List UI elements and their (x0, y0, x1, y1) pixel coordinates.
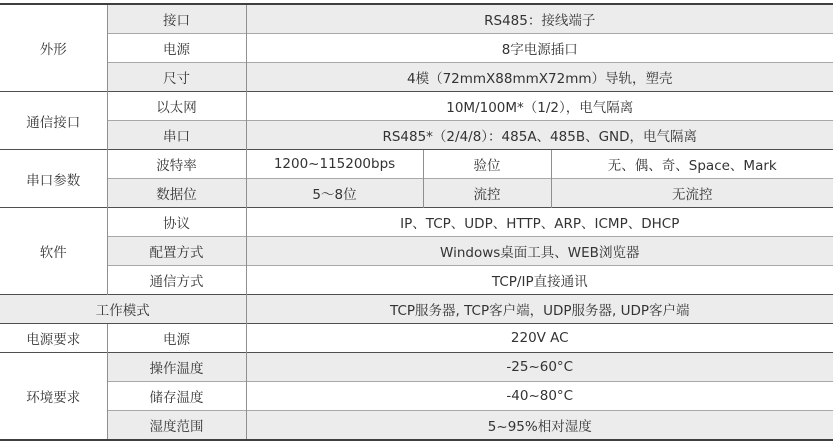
item-cell: 接口 (107, 4, 246, 34)
table-row (0, 237, 833, 266)
category-cell: 通信接口 (0, 92, 107, 150)
category-cell: 外形 (0, 4, 107, 92)
value-cell: Windows桌面工具、WEB浏览器 (246, 237, 833, 266)
spec-table (0, 3, 833, 441)
category-cell: 软件 (0, 208, 107, 295)
value-cell: TCP/IP直接通讯 (246, 266, 833, 295)
value-cell: 5~95%相对湿度 (246, 411, 833, 441)
item-cell: 操作温度 (107, 353, 246, 382)
table-row (0, 179, 833, 208)
category-cell: 串口参数 (0, 150, 107, 208)
value-cell: 4模（72mmX88mmX72mm）导轨，塑壳 (246, 63, 833, 92)
category-cell: 环境要求 (0, 353, 107, 441)
value-cell: -40~80°C (246, 382, 833, 411)
value-cell: 10M/100M*（1/2），电气隔离 (246, 92, 833, 121)
item-cell: 通信方式 (107, 266, 246, 295)
item-cell: 湿度范围 (107, 411, 246, 441)
table-row (0, 63, 833, 92)
table-row (0, 324, 833, 353)
item-cell: 配置方式 (107, 237, 246, 266)
value-cell: 8字电源插口 (246, 34, 833, 63)
sub-item-cell: 验位 (423, 150, 551, 179)
table-row (0, 150, 833, 179)
item-cell: 串口 (107, 121, 246, 150)
table-row (0, 92, 833, 121)
value-cell: IP、TCP、UDP、HTTP、ARP、ICMP、DHCP (246, 208, 833, 237)
table-row (0, 353, 833, 382)
value-cell: TCP服务器, TCP客户端，UDP服务器, UDP客户端 (246, 295, 833, 324)
item-cell: 电源 (107, 34, 246, 63)
table-row (0, 382, 833, 411)
value-cell: RS485：接线端子 (246, 4, 833, 34)
table-row (0, 295, 833, 324)
item-cell: 电源 (107, 324, 246, 353)
value-cell: -25~60°C (246, 353, 833, 382)
table-row (0, 121, 833, 150)
item-cell: 协议 (107, 208, 246, 237)
value-cell: 220V AC (246, 324, 833, 353)
category-cell: 电源要求 (0, 324, 107, 353)
table-row (0, 266, 833, 295)
table-row (0, 411, 833, 441)
item-cell: 波特率 (107, 150, 246, 179)
item-cell: 数据位 (107, 179, 246, 208)
sub-item-cell: 流控 (423, 179, 551, 208)
category-cell: 工作模式 (0, 295, 246, 324)
item-cell: 尺寸 (107, 63, 246, 92)
value-cell: 1200~115200bps (246, 150, 423, 179)
item-cell: 以太网 (107, 92, 246, 121)
table-row (0, 4, 833, 34)
table-row (0, 34, 833, 63)
item-cell: 储存温度 (107, 382, 246, 411)
value-cell: RS485*（2/4/8）：485A、485B、GND，电气隔离 (246, 121, 833, 150)
sub-value-cell: 无流控 (551, 179, 833, 208)
value-cell: 5～8位 (246, 179, 423, 208)
table-row (0, 208, 833, 237)
sub-value-cell: 无、偶、奇、Space、Mark (551, 150, 833, 179)
